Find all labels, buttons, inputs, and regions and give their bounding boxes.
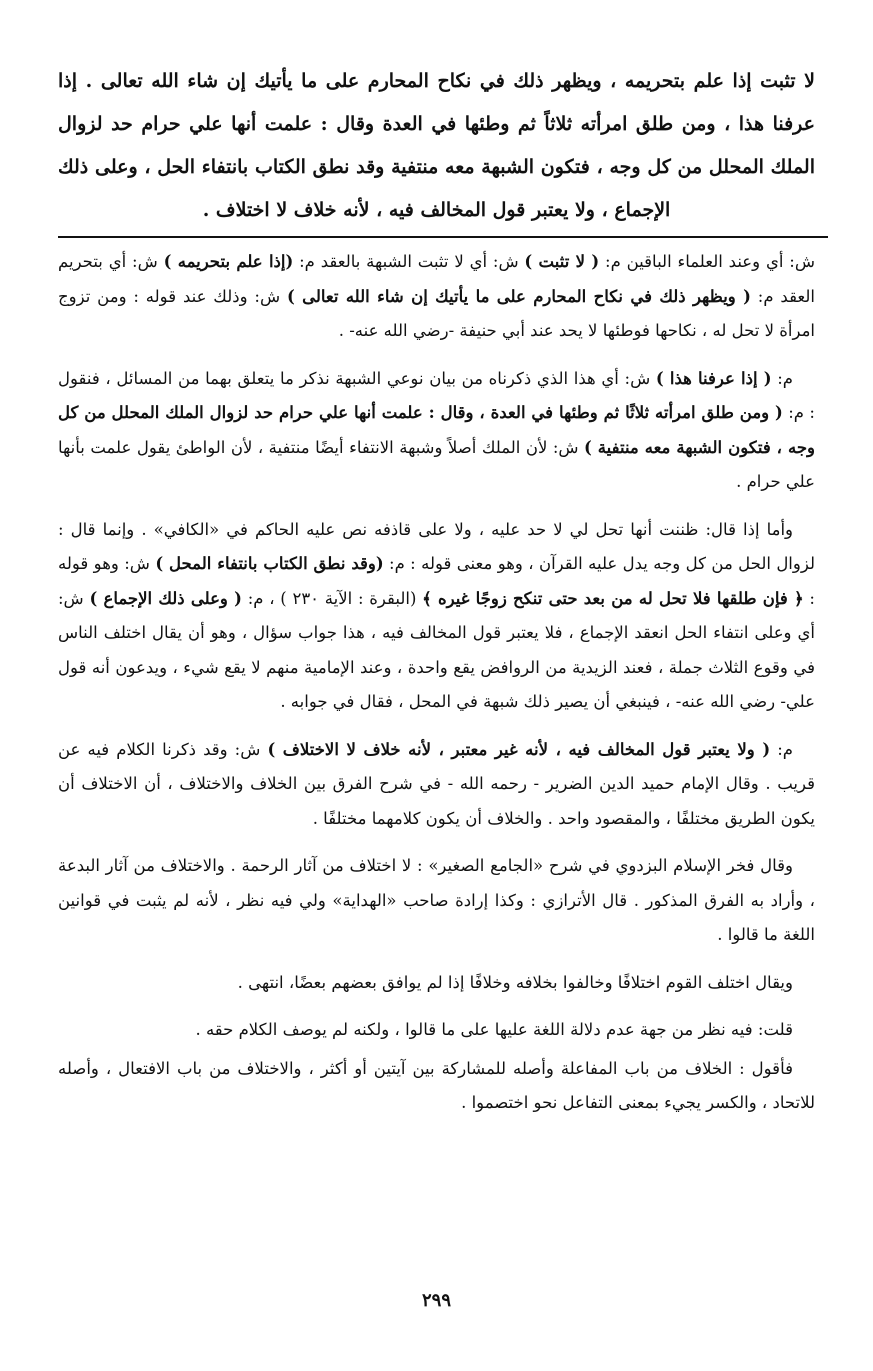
quran-verse: ﴿ فإن طلقها فلا تحل له من بعد حتى تنكح زوجًا غيره ﴾ [422, 588, 804, 608]
commentary-text: وأما إذا قال: ظننت أنها تحل لي لا حد عليه ، ولا على قاذفه نص عليه الحاكم في «الكافي» . وإنما قال : لزوال الحل من كل وجه يدل عليه القرآن ، وهو معنى قوله : م: [58, 519, 815, 573]
commentary-paragraph-4 [58, 733, 815, 837]
commentary-text: ش: أي وعلى انتفاء الحل انعقد الإجماع ، فلا يعتبر قول المخالف فيه ، هذا جواب سؤال ، وهو أن يقال اختلف الناس في وقوع الثلاث جملة ، فعند الزيدية من الروافض يقع واحدة ، وعند الإمامية منهم لا يقع شيء ، ويدعون أنه قول علي- رضي الله عنه- ، فينبغي أن يصير ذلك شبهة في المحل ، فقال في جوابه . [58, 588, 815, 711]
commentary-text: ش: أي لا تثبت الشبهة بالعقد م: [293, 252, 525, 271]
commentary-text: ش: وذلك عند قوله : ومن تزوج امرأة لا تحل له ، نكاحها فوطئها لا يحد عند أبي حنيفة -رضي الله عنه- . [58, 286, 815, 340]
commentary-paragraph-1 [58, 245, 815, 349]
commentary-paragraph-6: ويقال اختلف القوم اختلافًا وخالفوا بخلافه وخلافًا إذا لم يوافق بعضهم بعضًا، انتهى . [237, 972, 793, 992]
commentary-text: ش: وقد ذكرنا الكلام فيه عن قريب . وقال الإمام حميد الدين الضرير - رحمه الله - في شرح الفرق بين الخلاف والاختلاف ، أن الاختلاف أن يكون الطريق مختلفًا ، والمقصود واحد . والخلاف أن يكون كلامهما مختلفًا . [58, 739, 815, 828]
quoted-matn: (إذا علم بتحريمه ) [163, 252, 294, 271]
commentary-text: ش: لأن الملك أصلاً وشبهة الانتفاء أيضًا منتفية ، لأن الواطئ يقول علمت بأنها علي حرام . [58, 437, 815, 491]
quoted-matn: (وقد نطق الكتاب بانتفاء المحل ) [155, 554, 384, 573]
marker-text: م: [770, 739, 793, 759]
quoted-matn: ( إذا عرفنا هذا ) [655, 368, 772, 388]
quoted-matn: ( وعلى ذلك الإجماع ) [89, 588, 242, 608]
commentary [58, 245, 815, 1134]
commentary-text: ش: وهو قوله : [58, 554, 815, 608]
commentary-paragraph-3 [58, 513, 815, 720]
verse-reference: (البقرة : الآية ٢٣٠ ) ، م: [241, 588, 423, 608]
commentary-paragraph-8: فأقول : الخلاف من باب المفاعلة وأصله للمشاركة بين آيتين أو أكثر ، والاختلاف من باب الافتعال ، وأصله للاتحاد ، والكسر يجيء بمعنى التفاعل نحو اختصموا . [58, 1058, 815, 1112]
commentary-paragraph-5: وقال فخر الإسلام البزدوي في شرح «الجامع الصغير» : لا اختلاف من آثار الرحمة . والاختلاف من آثار البدعة ، وأراد به الفرق المذكور . قال الأترازي : وكذا إرادة صاحب «الهداية» ولي فيه نظر ، لأنه لم يثبت في قوانين اللغة ما قالوا . [58, 856, 815, 944]
commentary-paragraph-2 [58, 362, 815, 500]
quoted-matn: ( لا تثبت ) [524, 252, 600, 271]
marker-text: ش: أي وعند العلماء الباقين م: [599, 252, 815, 271]
quoted-matn: ( ويظهر ذلك في نكاح المحارم على ما يأتيك إن شاء الله تعالى ) [286, 286, 751, 306]
commentary-paragraph-7: قلت: فيه نظر من جهة عدم دلالة اللغة عليها على ما قالوا ، ولكنه لم يوصف الكلام حقه . [195, 1020, 793, 1039]
quoted-matn: ( ومن طلق امرأته ثلاثًا ثم وطئها في العدة ، وقال : علمت أنها علي حرام حد لزوال الملك المحلل من كل وجه ، فتكون الشبهة معه منتفية ) [58, 403, 815, 457]
separator-line [58, 236, 828, 238]
matn-text: لا تثبت إذا علم بتحريمه ، ويظهر ذلك في نكاح المحارم على ما يأتيك إن شاء الله تعالى . إذا عرفنا هذا ، ومن طلق امرأته ثلاثاً ثم وطئها في العدة وقال : علمت أنها علي حرام حد لزوال الملك المحلل من كل وجه ، فتكون الشبهة معه منتفية وقد نطق الكتاب بانتفاء الحل ، وعلى ذلك الإجماع ، ولا يعتبر قول المخالف فيه ، لأنه خلاف لا اختلاف . [58, 70, 815, 221]
commentary-text: ش: أي هذا الذي ذكرناه من بيان نوعي الشبهة نذكر ما يتعلق بهما من المسائل ، فنقول : م: [58, 368, 815, 422]
quoted-matn: ( ولا يعتبر قول المخالف فيه ، لأنه غير معتبر ، لأنه خلاف لا الاختلاف ) [267, 739, 771, 759]
page-number: ٢٩٩ [421, 1290, 451, 1311]
commentary-text: ش: أي بتحريم العقد م: [58, 252, 815, 306]
marker-text: م: [771, 368, 793, 388]
